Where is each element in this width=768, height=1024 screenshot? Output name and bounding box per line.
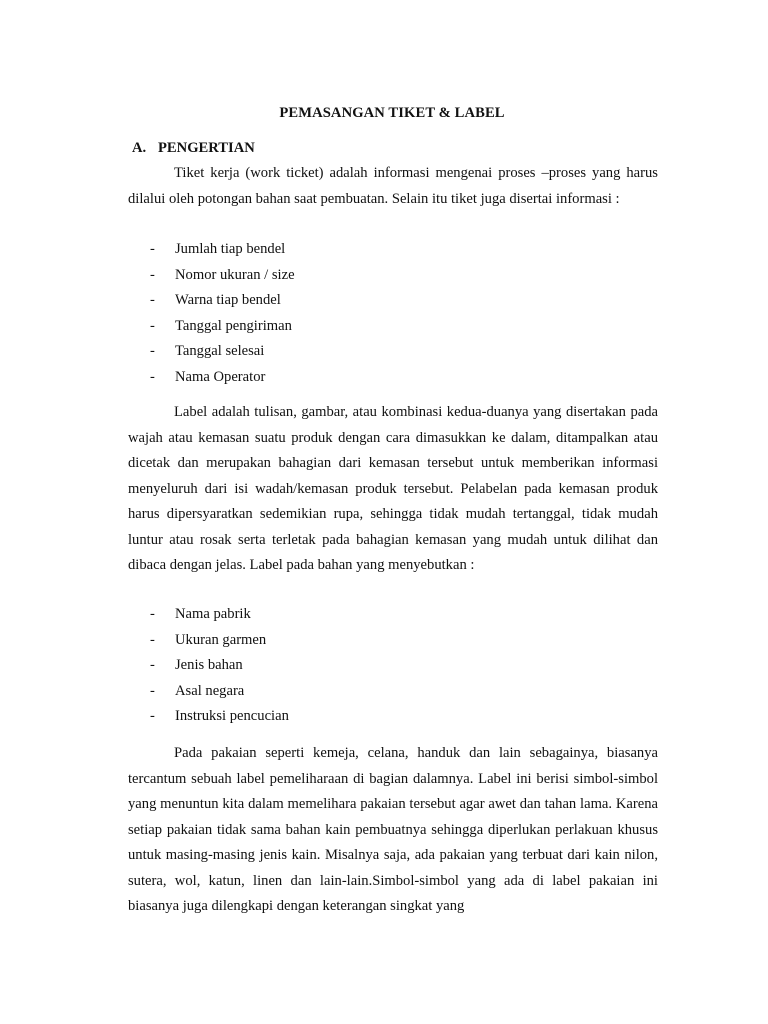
section-heading-text: PENGERTIAN [158,140,255,156]
list-item-text: Instruksi pencucian [175,708,289,724]
list-item-text: Jenis bahan [175,657,243,673]
list-item-text: Nama pabrik [175,606,251,622]
list-bullet-dash: - [150,368,155,385]
list-bullet-dash: - [150,241,155,257]
paragraph-work-ticket: Tiket kerja (work ticket) adalah informasi mengenai proses –proses yang harus dilalui oleh potongan bahan saat pembuatan. Selain itu tiket juga disertai informasi : [128,165,658,207]
list-item-text: Tanggal pengiriman [175,317,292,334]
list-item-text: Tanggal selesai [175,343,265,359]
list-item-text: Nama Operator [175,368,266,385]
list-bullet-dash: - [150,343,155,359]
list-bullet-dash: - [150,606,155,622]
list-bullet-dash: - [150,708,155,724]
paragraph-care-label: Pada pakaian seperti kemeja, celana, handuk dan lain sebagainya, biasanya tercantum sebuah label pemeliharaan di bagian dalamnya. Label ini berisi simbol-simbol yang menuntun kita dalam memelihara pakaian tersebut agar awet dan tahan lama. Karena setiap pakaian tidak sama bahan kain pembuatnya sehingga diperlukan perlakuan khusus untuk masing-masing jenis kain. Misalnya saja, ada pakaian yang terbuat dari kain nilon, sutera, wol, katun, linen dan lain-lain.Simbol-simbol yang ada di label pakaian ini biasanya juga dilengkapi dengan keterangan singkat yang [128,745,658,914]
list-item-text: Asal negara [175,682,245,699]
list-bullet-dash: - [150,292,155,308]
document-title: PEMASANGAN TIKET & LABEL [279,105,505,121]
paragraph-label-definition: Label adalah tulisan, gambar, atau kombinasi kedua-duanya yang disertakan pada wajah atau kemasan suatu produk dengan cara dimasukkan ke dalam, ditampalkan atau dicetak dan merupakan bahagian dari kemasan tersebut untuk memberikan informasi menyeluruh dari isi wadah/kemasan produk tersebut. Pelabelan pada kemasan produk harus dipersyaratkan sedemikian rupa, sehingga tidak mudah tertanggal, tidak mudah luntur atau rosak serta terletak pada bahagian kemasan yang mudah untuk dilihat dan dibaca dengan jelas. Label pada bahan yang menyebutkan : [128,404,658,573]
list-item-text: Jumlah tiap bendel [175,241,286,257]
list-item-text: Warna tiap bendel [175,292,281,308]
list-bullet-dash: - [150,631,155,648]
section-letter: A. [132,140,147,156]
list-bullet-dash: - [150,266,155,283]
list-bullet-dash: - [150,657,155,673]
list-bullet-dash: - [150,317,155,334]
list-item-text: Nomor ukuran / size [175,266,295,283]
list-bullet-dash: - [150,682,155,699]
section-heading [132,138,255,158]
list-item-text: Ukuran garmen [175,631,267,648]
